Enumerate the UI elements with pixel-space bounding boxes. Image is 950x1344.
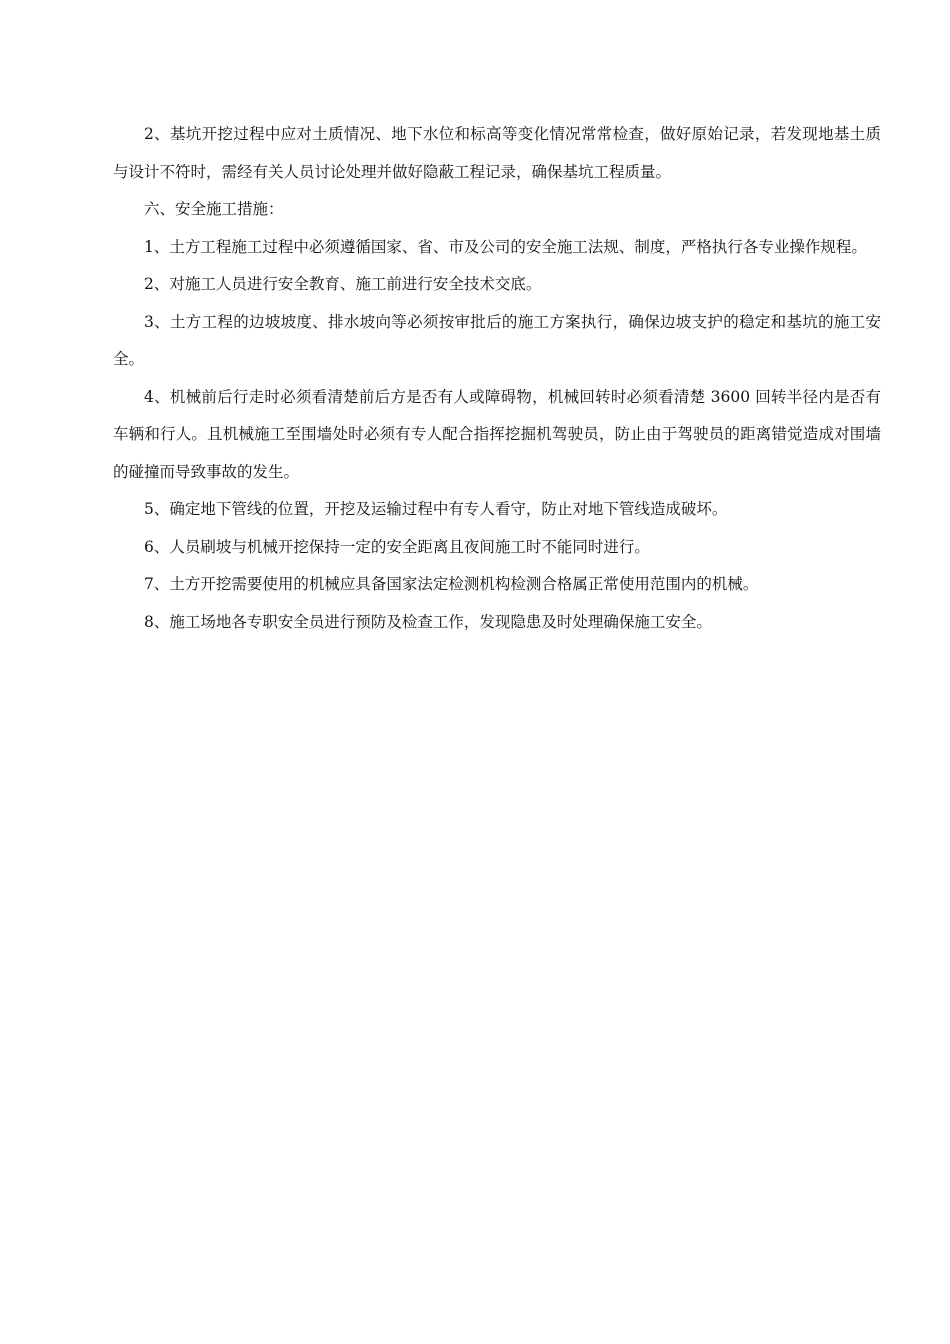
- paragraph-excavation-inspection: 2、基坑开挖过程中应对土质情况、地下水位和标高等变化情况常常检查，做好原始记录，若发现地基土质与设计不符时，需经有关人员讨论处理并做好隐蔽工程记录，确保基坑工程质量。: [113, 125, 881, 181]
- paragraph-machinery-certification: 7、土方开挖需要使用的机械应具备国家法定检测机构检测合格属正常使用范围内的机械。: [144, 575, 759, 593]
- document-body: [113, 116, 881, 641]
- paragraph-safety-education: 2、对施工人员进行安全教育、施工前进行安全技术交底。: [144, 275, 542, 293]
- paragraph-site-safety-officers: 8、施工场地各专职安全员进行预防及检查工作，发现隐患及时处理确保施工安全。: [144, 612, 712, 631]
- paragraph-slope-trimming-distance: 6、人员刷坡与机械开挖保持一定的安全距离且夜间施工时不能同时进行。: [144, 537, 650, 556]
- paragraph-machinery-movement: 4、机械前后行走时必须看清楚前后方是否有人或障碍物，机械回转时必须看清楚 3600 回转半径内是否有车辆和行人。且机械施工至围墙处时必须有专人配合指挥挖掘机驾驶员，防止由于驾驶员的距离错觉造成对围墙的碰撞而导致事故的发生。: [113, 387, 881, 481]
- paragraph-underground-pipelines: 5、确定地下管线的位置，开挖及运输过程中有专人看守，防止对地下管线造成破坏。: [144, 500, 728, 518]
- paragraph-slope-drainage: 3、土方工程的边坡坡度、排水坡向等必须按审批后的施工方案执行，确保边坡支护的稳定和基坑的施工安全。: [113, 312, 881, 368]
- paragraph-safety-regulations: 1、土方工程施工过程中必须遵循国家、省、市及公司的安全施工法规、制度，严格执行各专业操作规程。: [144, 237, 867, 256]
- section-heading-safety-measures: 六、安全施工措施：: [144, 200, 284, 218]
